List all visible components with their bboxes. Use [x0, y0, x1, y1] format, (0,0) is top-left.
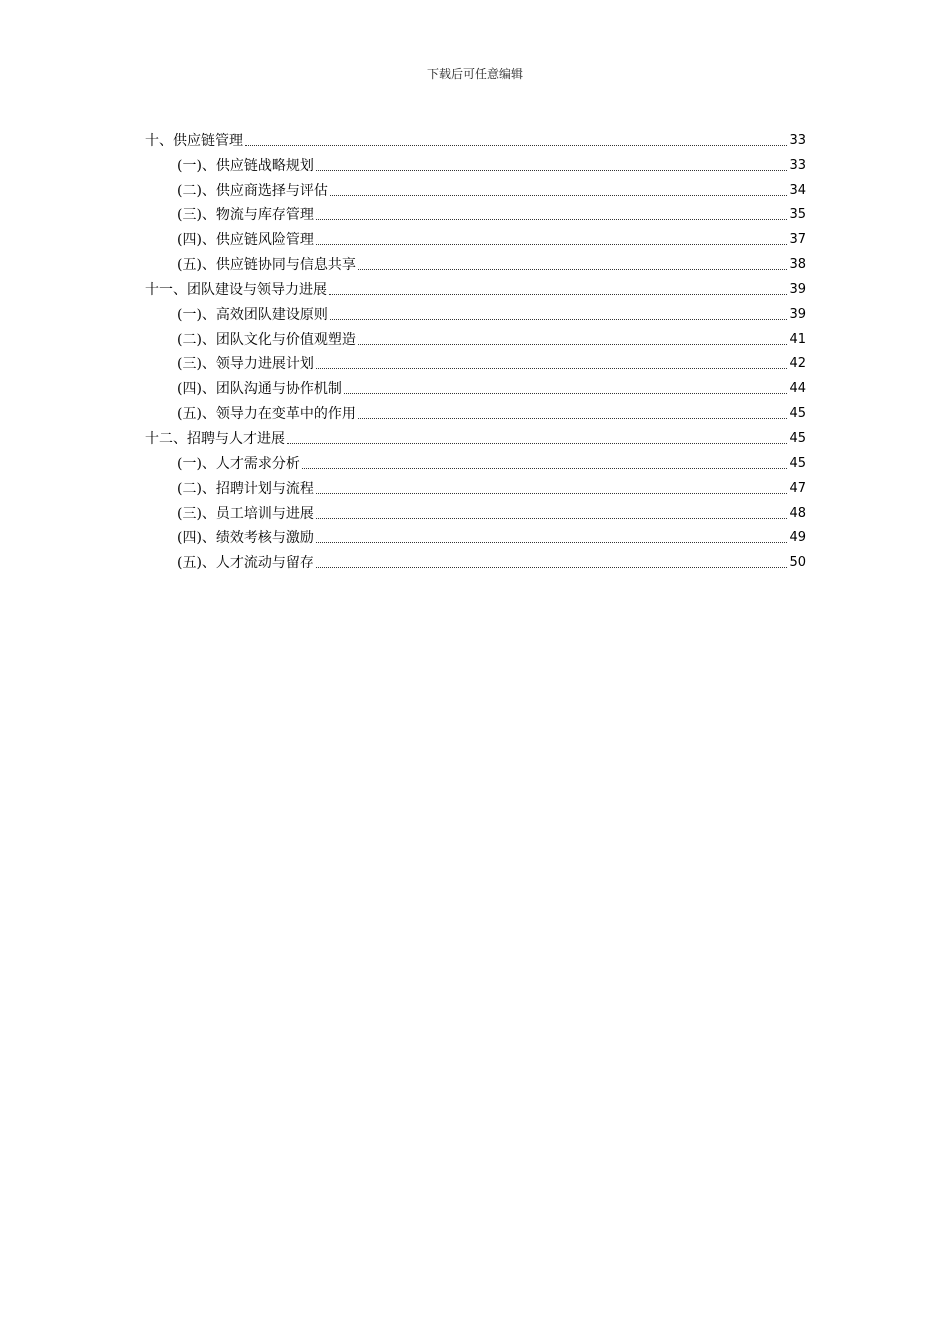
- toc-page-number: 45: [789, 430, 806, 446]
- toc-section-entry[interactable]: [145, 325, 806, 350]
- toc-section-entry[interactable]: [145, 548, 806, 573]
- toc-section-entry[interactable]: [145, 350, 806, 375]
- toc-dot-leader: [358, 269, 788, 270]
- toc-dot-leader: [316, 542, 788, 543]
- toc-entry-title: 十二、招聘与人才进展: [145, 430, 285, 447]
- toc-section-entry[interactable]: [145, 449, 806, 474]
- toc-entry-title: 十、供应链管理: [145, 132, 243, 149]
- toc-entry-title: (三)、员工培训与进展: [177, 505, 314, 522]
- toc-section-entry[interactable]: [145, 474, 806, 499]
- toc-section-entry[interactable]: [145, 201, 806, 226]
- toc-dot-leader: [358, 418, 788, 419]
- toc-entry-title: (五)、人才流动与留存: [177, 555, 314, 572]
- toc-page-number: 39: [789, 306, 806, 322]
- toc-dot-leader: [245, 145, 787, 146]
- toc-page-number: 35: [789, 207, 806, 223]
- toc-section-entry[interactable]: [145, 176, 806, 201]
- toc-page-number: 48: [789, 505, 806, 521]
- toc-entry-title: (一)、高效团队建设原则: [177, 306, 328, 323]
- page-header: 下载后可任意编辑: [426, 67, 523, 81]
- toc-page-number: 50: [789, 555, 806, 571]
- toc-entry-title: (一)、供应链战略规划: [177, 157, 314, 174]
- toc-dot-leader: [316, 368, 788, 369]
- toc-section-entry[interactable]: [145, 225, 806, 250]
- toc-section-entry[interactable]: [145, 250, 806, 275]
- toc-page-number: 47: [789, 480, 806, 496]
- toc-dot-leader: [316, 567, 788, 568]
- toc-page-number: 49: [789, 530, 806, 546]
- toc-dot-leader: [316, 170, 788, 171]
- toc-dot-leader: [358, 344, 788, 345]
- toc-dot-leader: [287, 443, 787, 444]
- toc-section-entry[interactable]: [145, 524, 806, 549]
- toc-entry-title: (四)、绩效考核与激励: [177, 530, 314, 547]
- toc-dot-leader: [316, 219, 788, 220]
- toc-page-number: 44: [789, 381, 806, 397]
- toc-entry-title: (五)、领导力在变革中的作用: [177, 406, 356, 423]
- table-of-contents: [145, 126, 806, 573]
- toc-page-number: 37: [789, 232, 806, 248]
- toc-section-entry[interactable]: [145, 374, 806, 399]
- toc-page-number: 38: [789, 257, 806, 273]
- toc-page-number: 39: [789, 281, 806, 297]
- toc-entry-title: (二)、招聘计划与流程: [177, 480, 314, 497]
- toc-chapter-entry[interactable]: [145, 126, 806, 151]
- toc-dot-leader: [302, 468, 788, 469]
- toc-entry-title: (三)、物流与库存管理: [177, 207, 314, 224]
- toc-entry-title: (二)、团队文化与价值观塑造: [177, 331, 356, 348]
- toc-dot-leader: [329, 294, 787, 295]
- toc-dot-leader: [316, 493, 788, 494]
- toc-page-number: 42: [789, 356, 806, 372]
- toc-section-entry[interactable]: [145, 399, 806, 424]
- toc-chapter-entry[interactable]: [145, 275, 806, 300]
- toc-entry-title: (二)、供应商选择与评估: [177, 182, 328, 199]
- toc-dot-leader: [330, 319, 788, 320]
- toc-dot-leader: [344, 393, 788, 394]
- toc-section-entry[interactable]: [145, 300, 806, 325]
- toc-page-number: 33: [789, 132, 806, 148]
- toc-dot-leader: [316, 244, 788, 245]
- toc-section-entry[interactable]: [145, 151, 806, 176]
- toc-entry-title: (三)、领导力进展计划: [177, 356, 314, 373]
- toc-page-number: 45: [789, 455, 806, 471]
- toc-dot-leader: [316, 518, 788, 519]
- toc-page-number: 41: [789, 331, 806, 347]
- toc-page-number: 45: [789, 406, 806, 422]
- toc-entry-title: (五)、供应链协同与信息共享: [177, 257, 356, 274]
- toc-chapter-entry[interactable]: [145, 424, 806, 449]
- toc-entry-title: 十一、团队建设与领导力进展: [145, 281, 327, 298]
- toc-page-number: 34: [789, 182, 806, 198]
- toc-entry-title: (四)、团队沟通与协作机制: [177, 381, 342, 398]
- toc-section-entry[interactable]: [145, 499, 806, 524]
- toc-entry-title: (四)、供应链风险管理: [177, 232, 314, 249]
- toc-page-number: 33: [789, 157, 806, 173]
- toc-dot-leader: [330, 195, 788, 196]
- toc-entry-title: (一)、人才需求分析: [177, 455, 300, 472]
